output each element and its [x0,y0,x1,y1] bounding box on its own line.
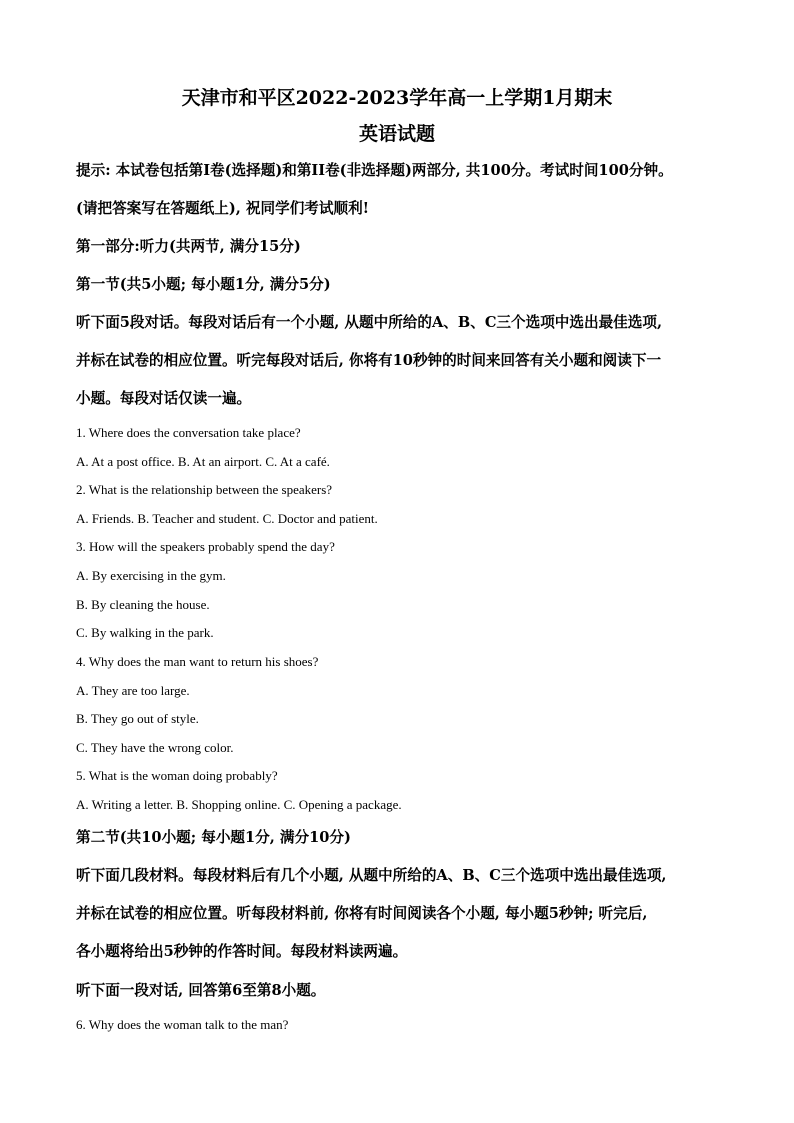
section2-instruction-line: 各小题将给出5秒钟的作答时间。每段材料读两遍。 [76,943,408,960]
option-line: A. Friends. B. Teacher and student. C. Doctor and patient. [76,511,378,526]
question-line: 5. What is the woman doing probably? [76,768,278,783]
part1-heading: 第一部分:听力(共两节, 满分15分) [76,238,301,255]
section1-instruction-line: 听下面5段对话。每段对话后有一个小题, 从题中所给的A、B、C三个选项中选出最佳选项, [76,314,663,331]
section2-heading: 第二节(共10小题; 每小题1分, 满分10分) [76,829,351,846]
option-line: B. By cleaning the house. [76,597,210,612]
dialogue-intro: 听下面一段对话, 回答第6至第8小题。 [76,982,326,999]
option-line: C. By walking in the park. [76,625,214,640]
option-line: A. They are too large. [76,683,190,698]
option-line: A. Writing a letter. B. Shopping online. C. Opening a package. [76,797,402,812]
option-line: A. By exercising in the gym. [76,568,226,583]
option-line: A. At a post office. B. At an airport. C. At a café. [76,454,330,469]
notice-line: (请把答案写在答题纸上), 祝同学们考试顺利! [76,200,370,217]
exam-title: 天津市和平区2022-2023学年高一上学期1月期末 [181,87,613,109]
section2-instruction-line: 听下面几段材料。每段材料后有几个小题, 从题中所给的A、B、C三个选项中选出最佳选项, [76,867,667,884]
question-line: 2. What is the relationship between the speakers? [76,482,333,497]
section1-instruction-line: 小题。每段对话仅读一遍。 [76,390,252,407]
section1-instruction-line: 并标在试卷的相应位置。听完每段对话后, 你将有10秒钟的时间来回答有关小题和阅读下一 [76,352,662,369]
section1-heading: 第一节(共5小题; 每小题1分, 满分5分) [76,276,331,293]
question-line: 4. Why does the man want to return his shoes? [76,654,319,669]
option-line: C. They have the wrong color. [76,740,234,755]
question-line: 1. Where does the conversation take place? [76,425,301,440]
notice-line: 提示: 本试卷包括第I卷(选择题)和第II卷(非选择题)两部分, 共100分。考试时间100分钟。 [76,162,673,179]
question-line: 6. Why does the woman talk to the man? [76,1017,289,1032]
exam-subtitle: 英语试题 [358,123,435,145]
option-line: B. They go out of style. [76,711,199,726]
section2-instruction-line: 并标在试卷的相应位置。听每段材料前, 你将有时间阅读各个小题, 每小题5秒钟; 听完后, [76,905,648,922]
question-line: 3. How will the speakers probably spend the day? [76,539,335,554]
